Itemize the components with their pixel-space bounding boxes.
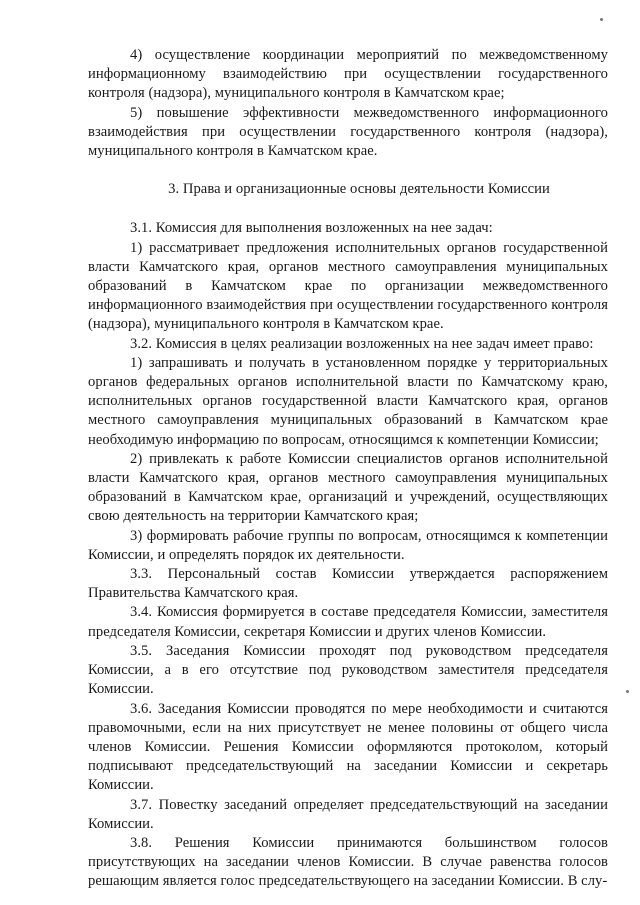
scan-speck bbox=[626, 690, 629, 693]
paragraph-3-2-item-3: 3) формировать рабочие группы по вопросам, относящимся к компетенции Комиссии, и определять порядок их деятельности. bbox=[88, 527, 608, 563]
paragraph-3-6: 3.6. Заседания Комиссии проводятся по мере необходимости и считаются правомочными, если на них присутствует не менее половины от общего числа членов Комиссии. Решения Комиссии оформляются протоколом, который подписывают председательствующий на заседании Комиссии и секретарь Комиссии. bbox=[88, 700, 608, 794]
paragraph-3-4: 3.4. Комиссия формируется в составе председателя Комиссии, заместителя председателя Комиссии, секретаря Комиссии и других членов Комиссии. bbox=[88, 604, 608, 640]
paragraph-3-7: 3.7. Повестку заседаний определяет председательствующий на заседании Комиссии. bbox=[88, 796, 608, 832]
list-item-4: 4) осуществление координации мероприятий по межведомственному информационному взаимодействию при осуществлении государственного контроля (надзора), муниципального контроля в Камчатском крае; bbox=[88, 47, 608, 102]
paragraph-3-2: 3.2. Комиссия в целях реализации возложенных на нее задач имеет право: bbox=[130, 335, 594, 352]
section-heading: 3. Права и организационные основы деятельности Комиссии bbox=[168, 181, 550, 198]
paragraph-3-2-item-2: 2) привлекать к работе Комиссии специалистов органов исполнительной власти Камчатского края, органов местного самоуправления муниципальных образований в Камчатском крае, организаций и учреждений, осуществляющих свою деятельность на территории Камчатского края; bbox=[88, 450, 608, 525]
scan-speck bbox=[600, 18, 603, 21]
paragraph-3-1-item-1: 1) рассматривает предложения исполнительных органов государственной власти Камчатского края, органов местного самоуправления муниципальных образований в Камчатском крае по организации межведомственного информационного взаимодействия при осуществлении государственного контроля (надзора), муниципального контроля в Камчатском крае. bbox=[88, 239, 608, 333]
paragraph-3-1: 3.1. Комиссия для выполнения возложенных на нее задач: bbox=[130, 220, 493, 237]
list-item-5: 5) повышение эффективности межведомственного информационного взаимодействия при осуществлении государственного контроля (надзора), муниципального контроля в Камчатском крае. bbox=[88, 104, 608, 160]
paragraph-3-8: 3.8. Решения Комиссии принимаются большинством голосов присутствующих на заседании членов Комиссии. В случае равенства голосов решающим является голос председательствующего на заседании Комиссии. В слу- bbox=[88, 834, 608, 890]
paragraph-3-3: 3.3. Персональный состав Комиссии утверждается распоряжением Правительства Камчатского края. bbox=[88, 566, 608, 602]
paragraph-3-5: 3.5. Заседания Комиссии проходят под руководством председателя Комиссии, а в его отсутствие под руководством заместителя председателя Комиссии. bbox=[88, 642, 608, 698]
paragraph-3-2-item-1: 1) запрашивать и получать в установленном порядке у территориальных органов федеральных органов исполнительной власти по Камчатскому краю, исполнительных органов государственной власти Камчатского края, органов местного самоуправления муниципальных образований в Камчатском крае необходимую информацию по вопросам, относящимся к компетенции Комиссии; bbox=[88, 354, 608, 448]
